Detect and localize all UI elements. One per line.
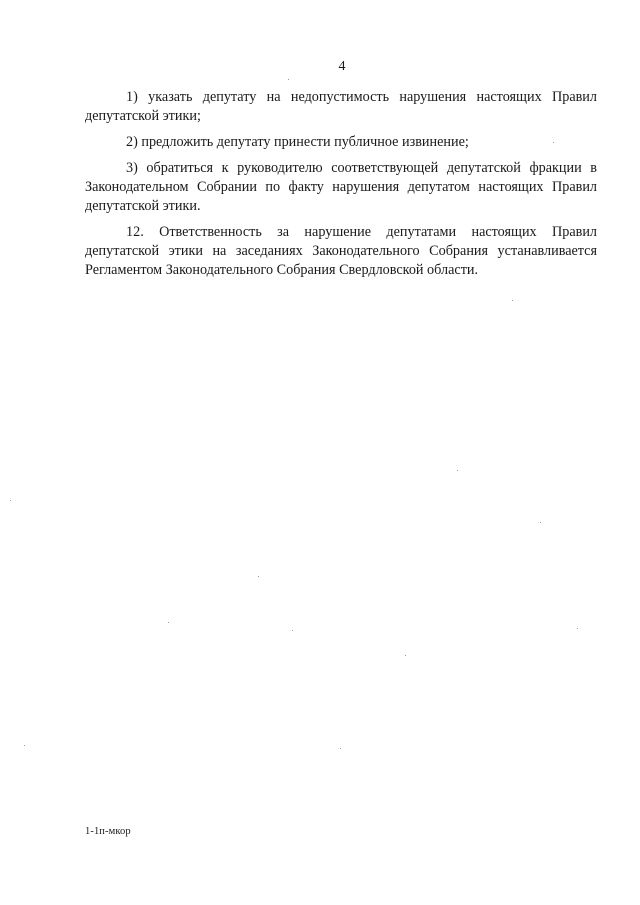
scan-speck — [405, 655, 406, 656]
footer-document-code: 1-1п-мкор — [85, 826, 131, 837]
scan-speck — [540, 522, 541, 523]
paragraph-item-3: 3) обратиться к руководителю соответствующей депутатской фракции в Законодательном Собрании по факту нарушения депутатом настоящих Правил депутатской этики. — [85, 160, 597, 214]
scan-speck — [553, 142, 554, 143]
paragraph-item-1: 1) указать депутату на недопустимость нарушения настоящих Правил депутатской этики; — [85, 89, 597, 124]
scan-speck — [24, 745, 25, 746]
paragraph-item-2: 2) предложить депутату принести публичное извинение; — [126, 134, 469, 150]
scan-speck — [288, 79, 289, 80]
paragraph-clause-12: 12. Ответственность за нарушение депутатами настоящих Правил депутатской этики на заседаниях Законодательного Собрания устанавливается Регламентом Законодательного Собрания Свердловской области. — [85, 224, 597, 278]
scan-speck — [577, 628, 578, 629]
scan-speck — [512, 300, 513, 301]
scan-speck — [10, 500, 11, 501]
scan-speck — [457, 470, 458, 471]
page-number: 4 — [338, 59, 346, 74]
scan-speck — [168, 622, 169, 623]
scan-speck — [340, 748, 341, 749]
scan-speck — [292, 630, 293, 631]
document-body — [85, 88, 597, 287]
scan-speck — [258, 576, 259, 577]
